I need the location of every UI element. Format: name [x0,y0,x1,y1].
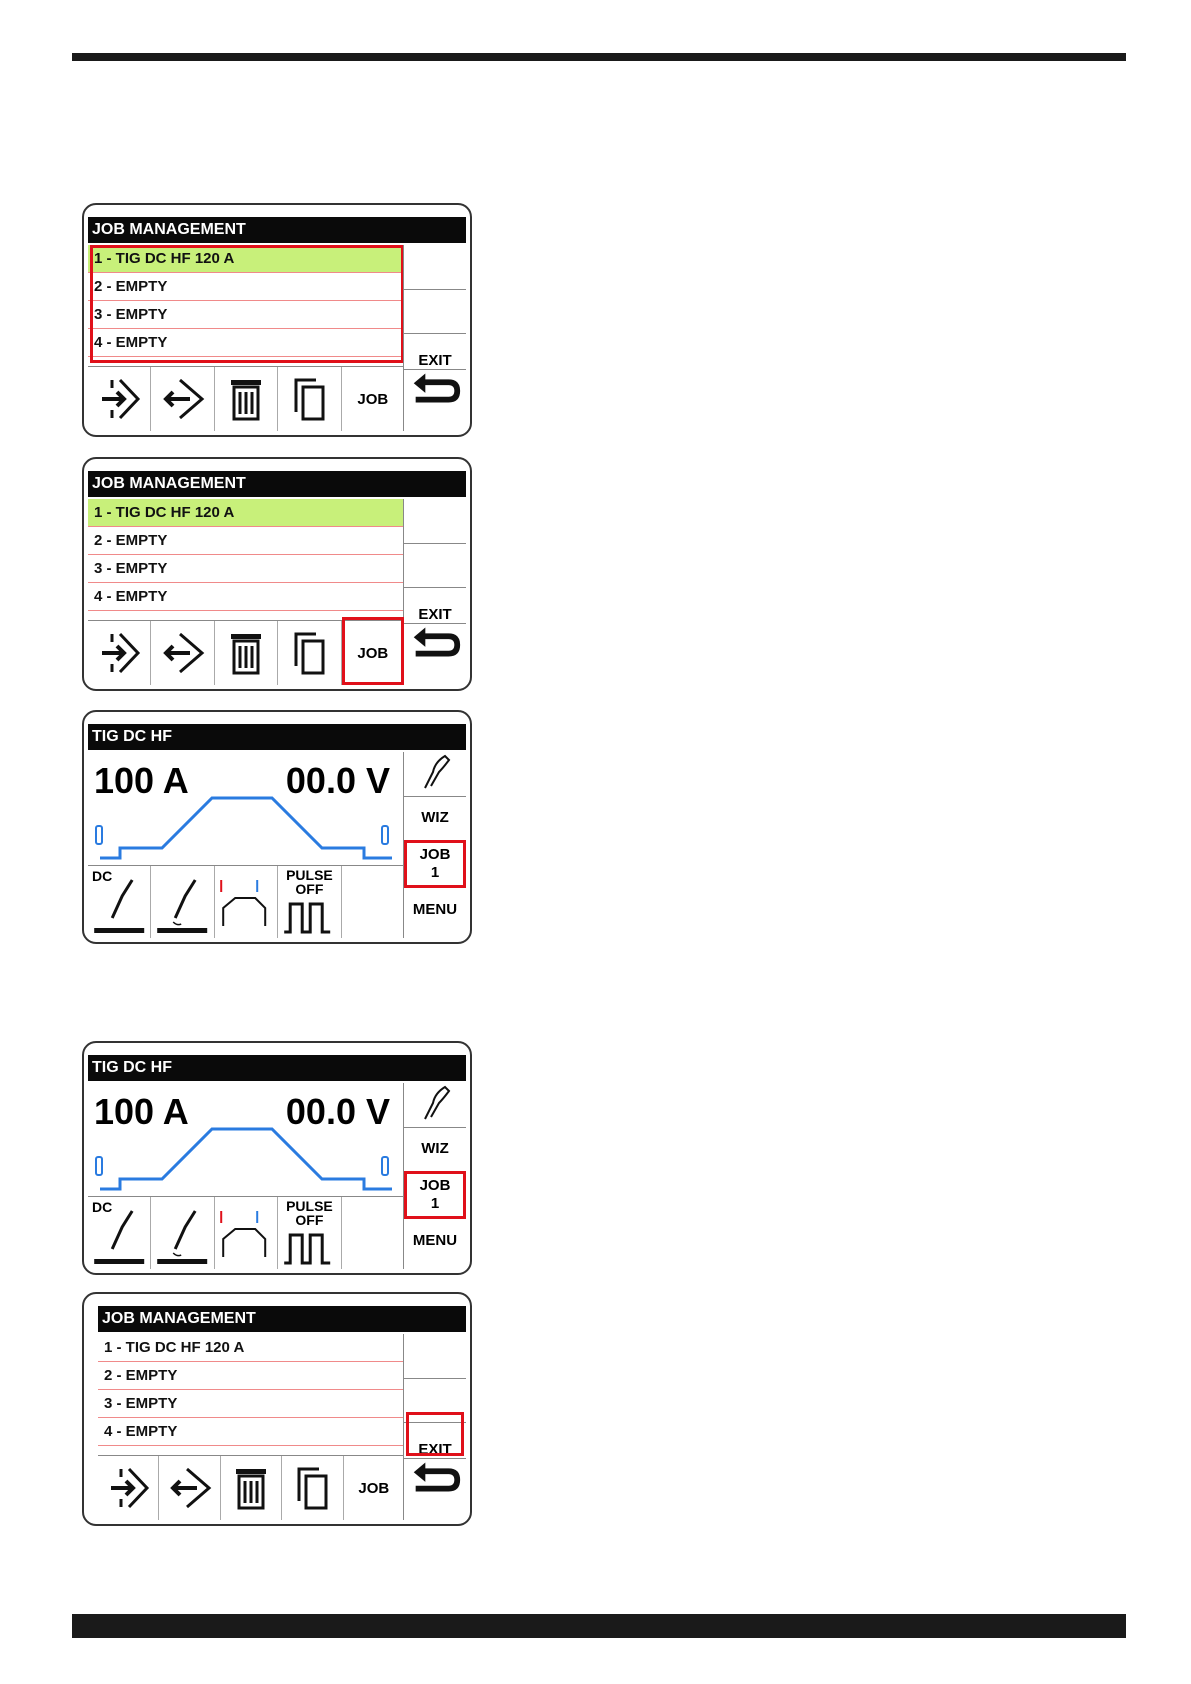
job-toolbar [98,1455,404,1520]
job-indicator-button[interactable] [404,1171,466,1219]
job-label: JOB [419,1177,451,1194]
side-blank-button[interactable] [404,1334,466,1379]
side-blank-button[interactable] [404,499,466,544]
current-waveform [92,1123,404,1203]
job-row[interactable]: 4 - EMPTY [98,1418,404,1446]
exit-button[interactable]: EXIT [404,1422,466,1459]
screen-title: JOB MANAGEMENT [98,1306,466,1332]
electrode-icon [88,866,150,938]
amps-readout: 100 A [94,760,189,801]
exit-button[interactable]: EXIT [404,333,466,370]
return-arrow-icon [406,369,464,409]
job-row[interactable]: 3 - EMPTY [88,555,404,583]
tig-torch-icon [151,866,213,938]
dc-label: DC [92,868,113,884]
trash-icon [228,1463,274,1513]
job-management-screen-1 [82,203,472,437]
job-button[interactable]: JOB [357,390,389,408]
return-arrow-icon [406,1458,464,1498]
exit-button[interactable]: EXIT [404,587,466,624]
torch-icon [415,752,455,792]
job-toolbar [88,366,404,431]
blank-button[interactable] [342,1197,404,1269]
screen-title: JOB MANAGEMENT [88,471,466,497]
side-buttons [403,245,466,431]
job-number: 1 [430,1195,440,1212]
copy-icon [286,374,332,424]
return-button[interactable] [404,369,466,431]
slope-button[interactable] [215,1197,278,1269]
screen-title: TIG DC HF [88,1055,466,1081]
footer-rule [72,1614,1126,1638]
side-blank-button[interactable] [404,1378,466,1423]
pulse-button[interactable] [278,866,341,938]
job-row[interactable]: 1 - TIG DC HF 120 A [98,1334,404,1362]
job-list [98,1334,404,1446]
job-label: JOB [419,846,451,863]
side-buttons [403,1334,466,1520]
delete-job-button[interactable] [215,621,278,685]
job-row[interactable]: 4 - EMPTY [88,583,404,611]
amps-readout: 100 A [94,1091,189,1132]
job-row[interactable]: 2 - EMPTY [88,273,404,301]
screen-title: JOB MANAGEMENT [88,217,466,243]
enter-job-icon [105,1463,151,1513]
delete-job-button[interactable] [221,1456,282,1520]
tig-mode-button[interactable] [151,1197,214,1269]
electrode-icon [88,1197,150,1269]
wiz-button[interactable]: WIZ [404,1127,466,1172]
dc-label: DC [92,1199,113,1215]
job-list [88,499,404,611]
job-indicator-button[interactable] [404,840,466,888]
header-rule [72,53,1126,61]
copy-job-button[interactable] [278,367,341,431]
return-arrow-icon [406,623,464,663]
load-job-button[interactable] [98,1456,159,1520]
job-row[interactable]: 3 - EMPTY [98,1390,404,1418]
pulse-off-icon [278,866,340,938]
side-buttons [403,752,466,938]
volts-readout: 00.0 V [285,760,390,801]
side-buttons [403,499,466,685]
menu-button[interactable]: MENU [412,1232,458,1249]
exit-job-icon [167,1463,213,1513]
pulse-button[interactable] [278,1197,341,1269]
mode-bar [88,865,404,938]
exit-job-icon [160,374,206,424]
return-button[interactable] [404,1458,466,1520]
slope-button[interactable] [215,866,278,938]
job-row[interactable]: 4 - EMPTY [88,329,404,357]
current-waveform [92,792,404,872]
slope-icon [215,866,277,938]
side-blank-button[interactable] [404,289,466,334]
slope-icon [215,1197,277,1269]
job-management-screen-3 [82,1292,472,1526]
job-row[interactable]: 2 - EMPTY [98,1362,404,1390]
job-list [88,245,404,357]
job-row[interactable]: 1 - TIG DC HF 120 A [88,245,404,273]
volts-readout: 00.0 V [285,1091,390,1132]
copy-icon [289,1463,335,1513]
job-button[interactable]: JOB [358,1479,390,1497]
job-number: 1 [430,864,440,881]
load-job-button[interactable] [88,621,151,685]
load-job-button[interactable] [88,367,151,431]
wiz-button[interactable]: WIZ [404,796,466,841]
job-row[interactable]: 2 - EMPTY [88,527,404,555]
dc-mode-button[interactable] [88,866,151,938]
menu-button[interactable]: MENU [412,901,458,918]
delete-job-button[interactable] [215,367,278,431]
dc-mode-button[interactable] [88,1197,151,1269]
job-management-screen-2 [82,457,472,691]
enter-job-icon [96,628,142,678]
job-button[interactable]: JOB [357,644,389,662]
side-blank-button[interactable] [404,245,466,290]
save-job-button[interactable] [151,367,214,431]
torch-icon [415,1083,455,1123]
torch-button[interactable] [404,1083,466,1128]
job-row[interactable]: 3 - EMPTY [88,301,404,329]
job-toolbar [88,620,404,685]
pulse-label: PULSE OFF [286,1198,333,1228]
copy-icon [286,628,332,678]
mode-bar [88,1196,404,1269]
screen-title: TIG DC HF [88,724,466,750]
pulse-off-icon [278,1197,340,1269]
side-blank-button[interactable] [404,543,466,588]
torch-button[interactable] [404,752,466,797]
tig-torch-icon [151,1197,213,1269]
enter-job-icon [96,374,142,424]
save-job-button[interactable] [151,621,214,685]
exit-job-icon [160,628,206,678]
blank-button[interactable] [342,866,404,938]
trash-icon [223,374,269,424]
side-buttons [403,1083,466,1269]
copy-job-button[interactable] [282,1456,343,1520]
tig-main-screen-2 [82,1041,472,1275]
tig-main-screen-1 [82,710,472,944]
copy-job-button[interactable] [278,621,341,685]
return-button[interactable] [404,623,466,685]
job-row[interactable]: 1 - TIG DC HF 120 A [88,499,404,527]
save-job-button[interactable] [159,1456,220,1520]
pulse-label: PULSE OFF [286,867,333,897]
trash-icon [223,628,269,678]
tig-mode-button[interactable] [151,866,214,938]
